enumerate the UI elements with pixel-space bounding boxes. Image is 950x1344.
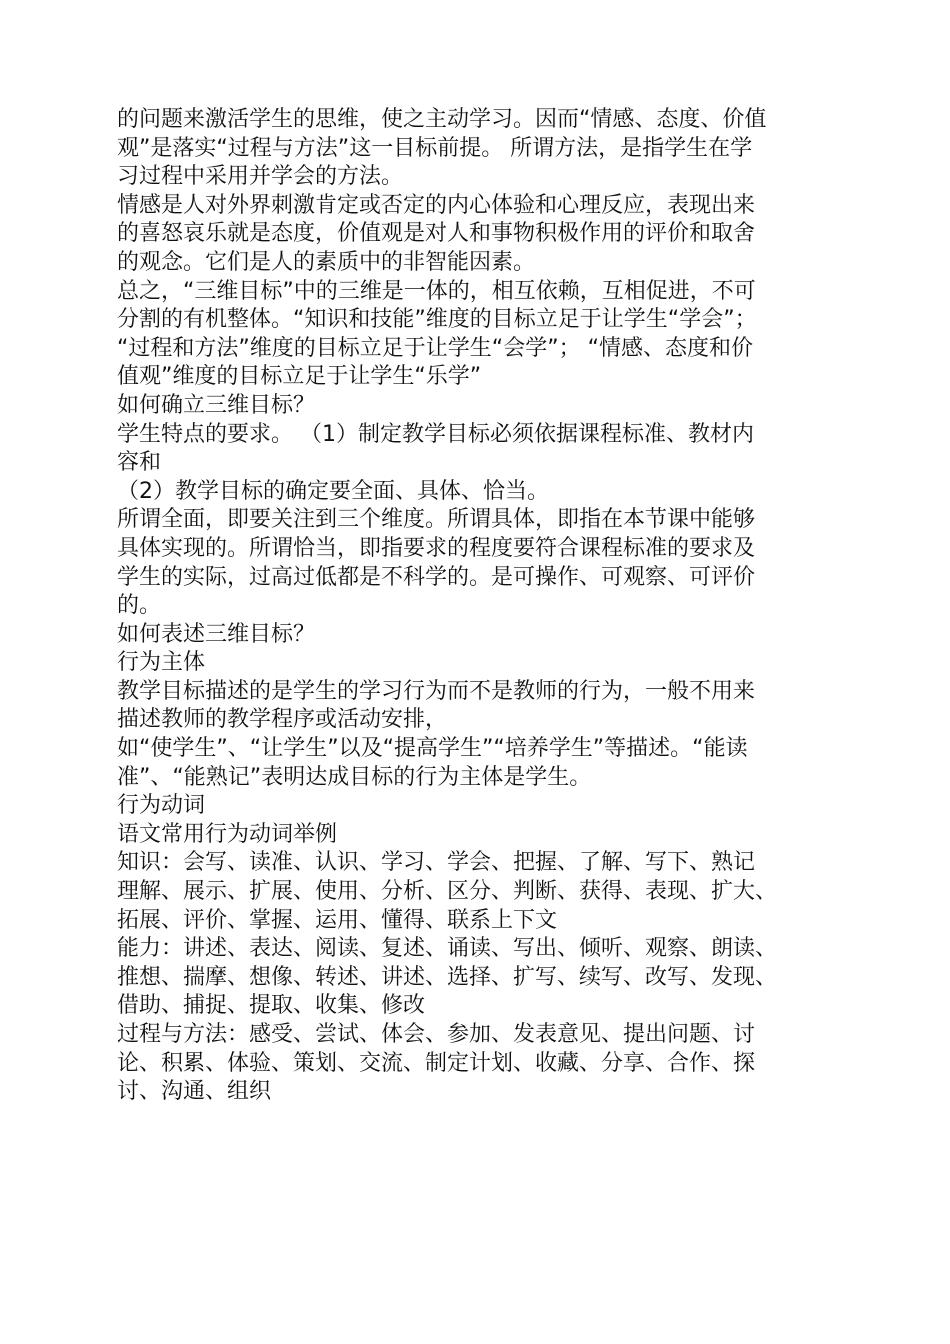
text-line: 理解、展示、扩展、使用、分析、区分、判断、获得、表现、扩大、	[117, 879, 778, 905]
text-line: 描述教师的教学程序或活动安排，	[117, 707, 448, 733]
text-line: 准”、“能熟记”表明达成目标的行为主体是学生。	[117, 764, 592, 790]
text-line: 过程与方法：感受、尝试、体会、参加、发表意见、提出问题、讨	[117, 1022, 756, 1047]
text-line: 能力：讲述、表达、阅读、复述、诵读、写出、倾听、观察、朗读、	[117, 936, 778, 962]
text-line: 学生特点的要求。 （1）制定教学目标必须依据课程标准、教材内	[117, 421, 754, 447]
text-line: 论、积累、体验、策划、交流、制定计划、收藏、分享、合作、探	[117, 1050, 756, 1076]
text-line: 如“使学生”、“让学生”以及“提高学生”“培养学生”等描述。“能读	[117, 736, 748, 762]
text-line: 观”是落实“过程与方法”这一目标前提。 所谓方法，是指学生在学	[117, 135, 753, 161]
text-line: 借助、捕捉、提取、收集、修改	[117, 993, 426, 1019]
text-line: 的喜怒哀乐就是态度，价值观是对人和事物积极作用的评价和取舍	[117, 221, 756, 247]
text-line: 具体实现的。所谓恰当，即指要求的程度要符合课程标准的要求及	[117, 535, 756, 561]
text-line: 的问题来激活学生的思维，使之主动学习。因而“情感、态度、价值	[117, 107, 767, 132]
text-line: 拓展、评价、掌握、运用、懂得、联系上下文	[117, 907, 558, 933]
heading-line: 行为主体	[117, 650, 206, 676]
text-line: 习过程中采用并学会的方法。	[117, 164, 404, 190]
text-line: 的观念。它们是人的素质中的非智能因素。	[117, 249, 536, 275]
text-line: 总之，“三维目标”中的三维是一体的，相互依赖，互相促进，不可	[117, 278, 756, 304]
text-line: 教学目标描述的是学生的学习行为而不是教师的行为，一般不用来	[117, 678, 756, 704]
text-line: 讨、沟通、组织	[117, 1079, 272, 1105]
text-line: 情感是人对外界刺激肯定或否定的内心体验和心理反应，表现出来	[117, 192, 756, 218]
text-line: 学生的实际，过高过低都是不科学的。是可操作、可观察、可评价	[117, 564, 756, 590]
text-line: 的。	[117, 593, 162, 619]
text-line: 分割的有机整体。“知识和技能”维度的目标立足于让学生“学会”；	[117, 307, 757, 333]
heading-line: 行为动词	[117, 793, 206, 819]
document-body	[117, 106, 857, 1107]
heading-line: 如何确立三维目标？	[117, 392, 316, 418]
text-line: 推想、揣摩、想像、转述、讲述、选择、扩写、续写、改写、发现、	[117, 964, 778, 990]
text-line: 值观”维度的目标立足于让学生“乐学”	[117, 364, 482, 390]
heading-line: 如何表述三维目标？	[117, 621, 316, 647]
text-line: “过程和方法”维度的目标立足于让学生“会学”； “情感、态度和价	[117, 335, 753, 361]
text-line: （2）教学目标的确定要全面、具体、恰当。	[117, 478, 549, 504]
text-line: 容和	[117, 450, 162, 476]
heading-line: 语文常用行为动词举例	[117, 821, 338, 847]
text-line: 知识：会写、读准、认识、学习、学会、把握、了解、写下、熟记	[117, 850, 756, 876]
text-line: 所谓全面，即要关注到三个维度。所谓具体，即指在本节课中能够	[117, 507, 756, 533]
